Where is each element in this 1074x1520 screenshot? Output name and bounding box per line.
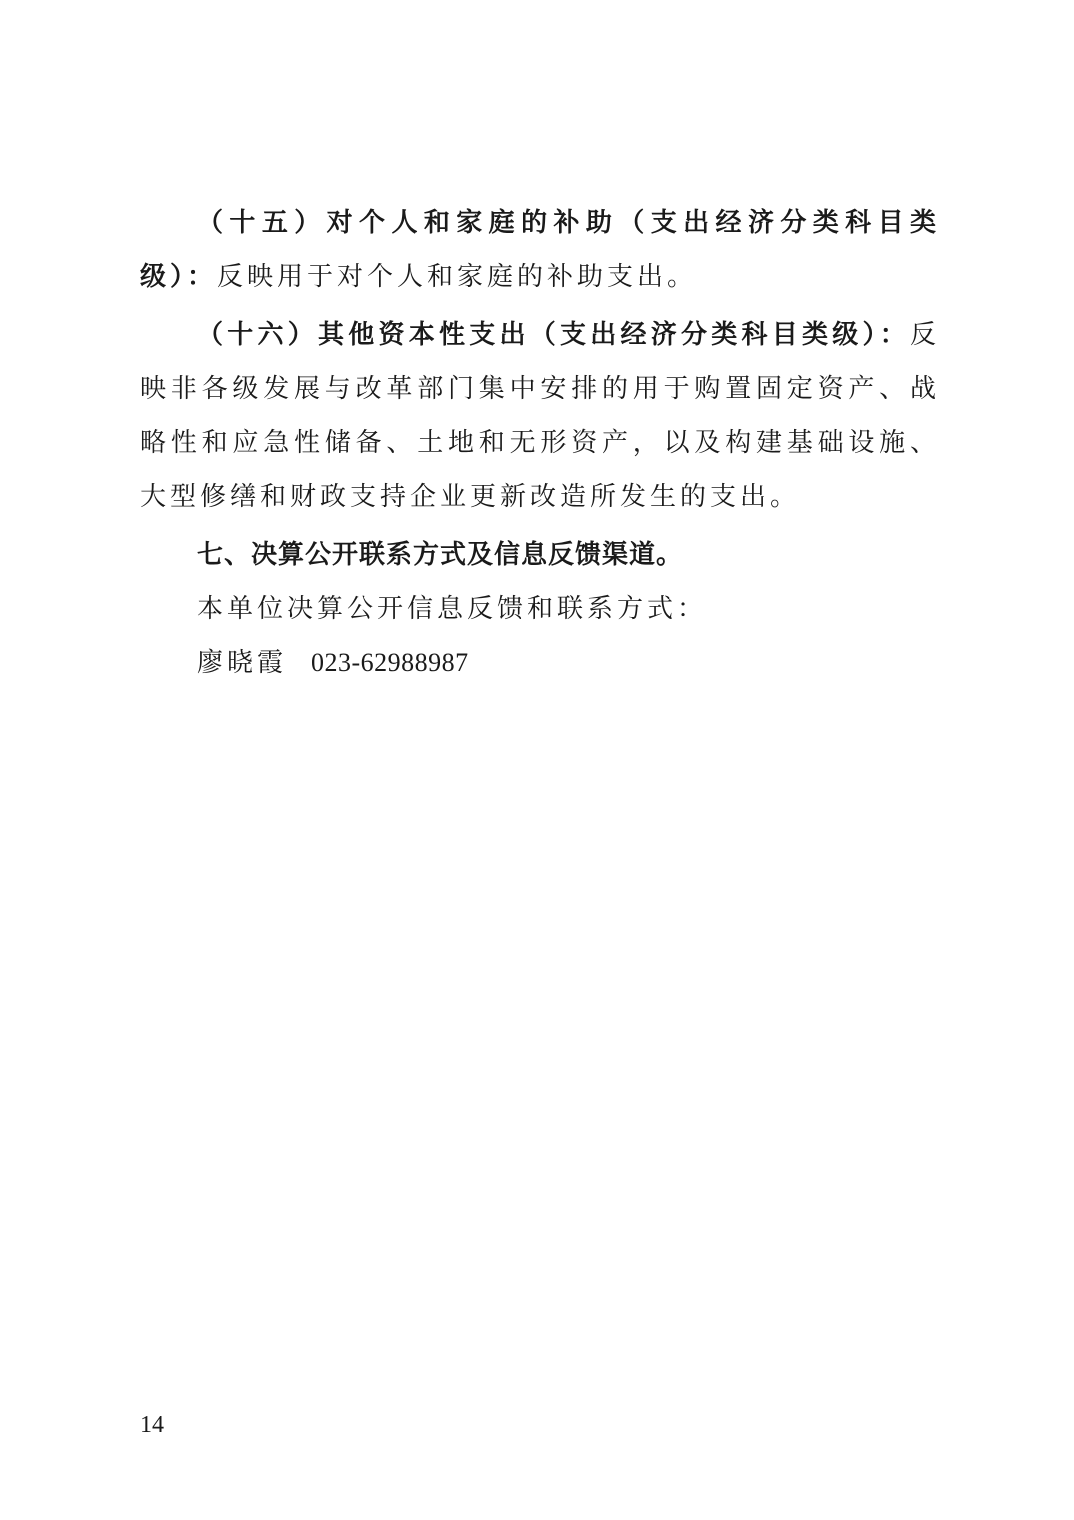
page-number: 14 <box>140 1412 164 1438</box>
item-16-heading: （十六）其他资本性支出（支出经济分类科目类级）： <box>197 320 910 350</box>
contact-name: 廖晓霞 <box>197 648 288 678</box>
contact-line <box>140 636 940 690</box>
section-heading: 七、决算公开联系方式及信息反馈渠道。 <box>197 540 684 570</box>
contact-phone: 023-62988987 <box>311 648 469 677</box>
contact-intro: 本单位决算公开信息反馈和联系方式： <box>197 594 708 624</box>
document-body <box>140 196 940 690</box>
item-15 <box>140 196 940 304</box>
item-16-body: 反映非各级发展与改革部门集中安排的用于购置固定资产、战略性和应急性储备、土地和无形资产，以及构建基础设施、大型修缮和财政支持企业更新改造所发生的支出。 <box>140 320 940 512</box>
item-15-heading: （十五）对个人和家庭的补助（支出经济分类科目类级）： <box>140 208 940 292</box>
item-16 <box>140 308 940 524</box>
item-15-body: 反映用于对个人和家庭的补助支出。 <box>217 262 698 292</box>
